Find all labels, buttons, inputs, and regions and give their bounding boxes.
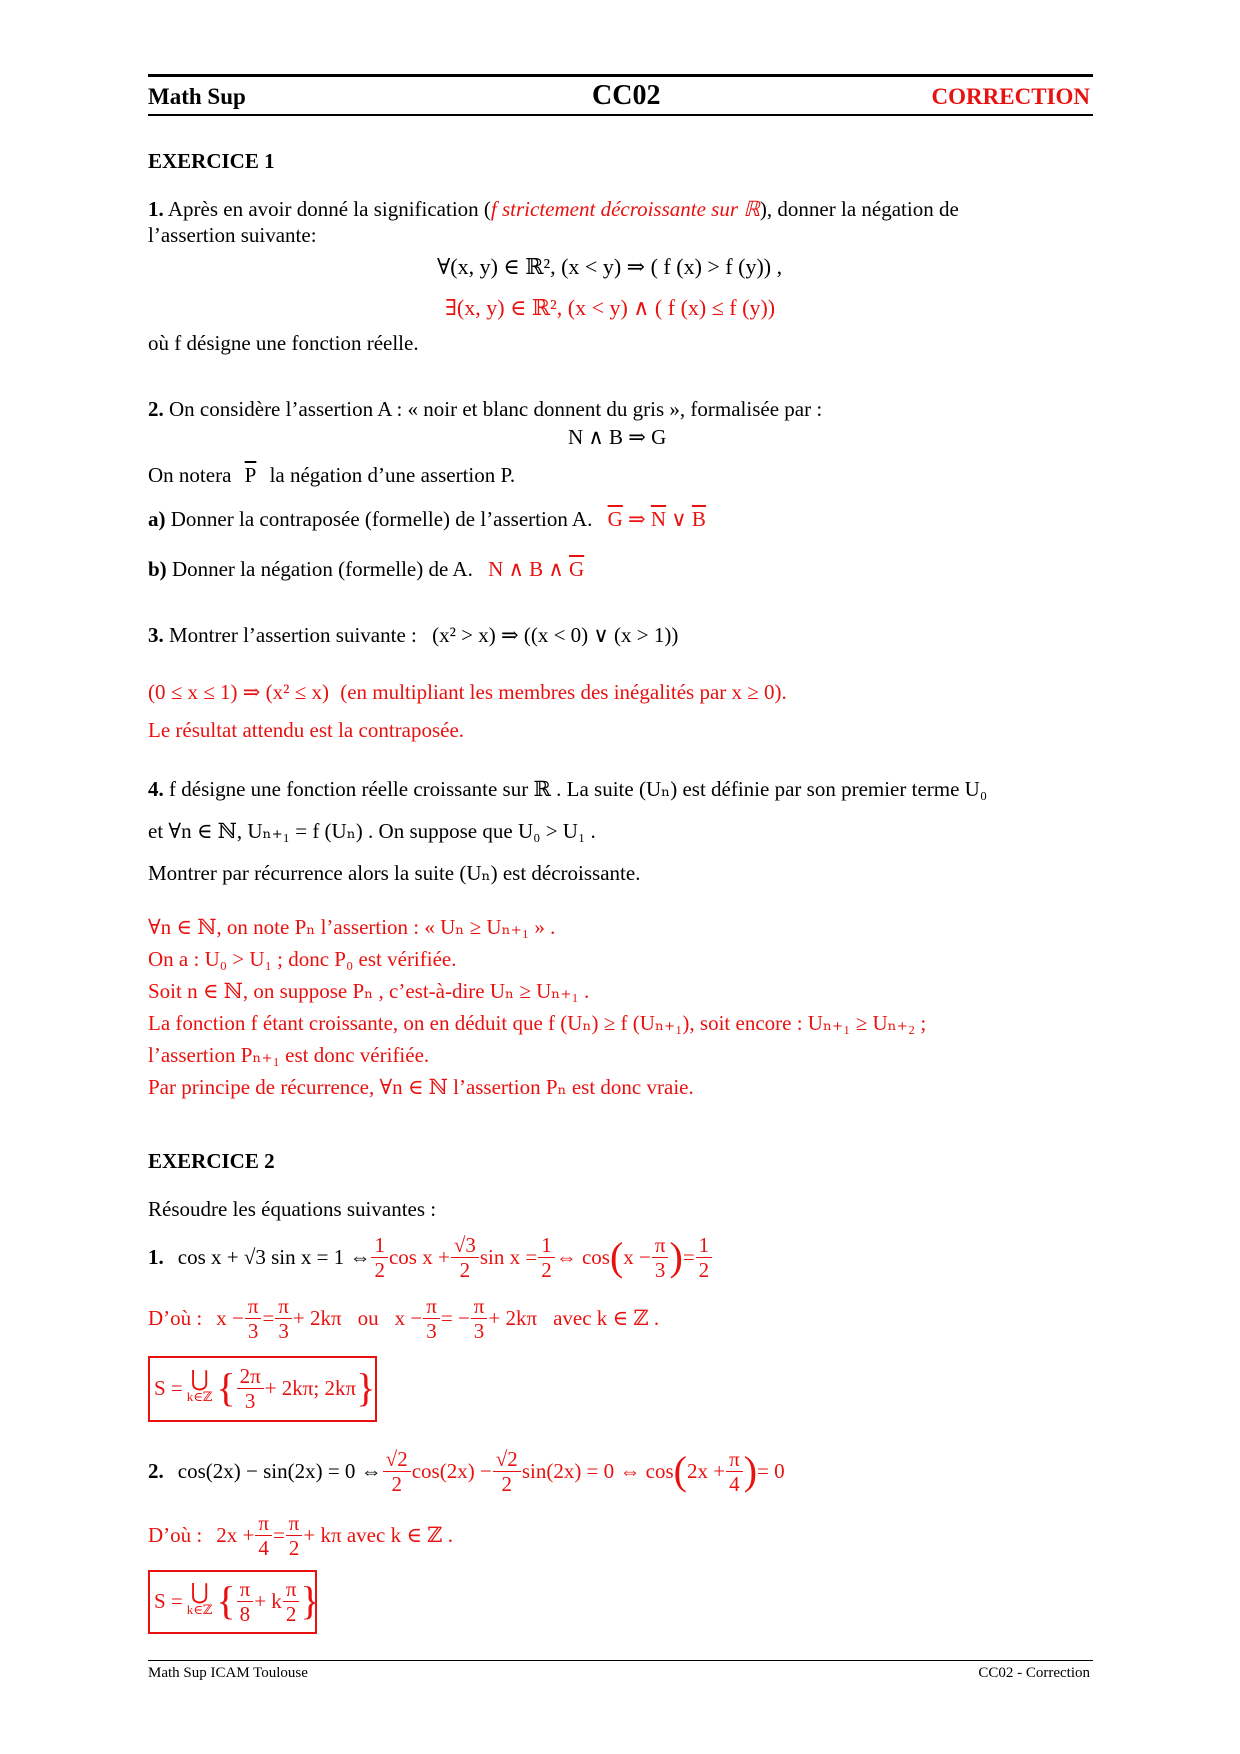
q4-line3: Montrer par récurrence alors la suite (Uₙ) est décroissante. [148, 861, 641, 885]
q2a-text: Donner la contraposée (formelle) de l’assertion A. [170, 507, 593, 531]
eq1-three: 3 [654, 1257, 666, 1282]
eq2-solution-line [148, 1507, 453, 1563]
eq1-sol-b: = [262, 1306, 275, 1330]
q3-formula: (x² > x) ⇒ ((x < 0) ∨ (x > 1)) [432, 623, 679, 647]
eq1-frac-num: 1 [696, 1233, 713, 1258]
q4-answer-line: Soit n ∈ ℕ, on suppose Pₙ , c’est-à-dire Uₙ ≥ Uₙ₊₁ . [148, 979, 590, 1003]
pi-symbol: π [471, 1294, 488, 1319]
q3-number: 3. [148, 623, 164, 647]
denominator: 3 [244, 1388, 256, 1413]
header-right-label: CORRECTION [931, 84, 1090, 109]
q4-line2: et ∀n ∈ ℕ, Uₙ₊₁ = f (Uₙ) . On suppose que U₀ > U₁ . [148, 819, 596, 843]
q2b-line [148, 556, 584, 582]
denominator: 3 [473, 1318, 485, 1343]
q3-line [148, 622, 678, 648]
eq1-set-num: 2π [237, 1364, 264, 1389]
union-symbol: ⋃ [190, 1579, 209, 1604]
eq2-four: 4 [729, 1471, 740, 1496]
eq2-sqrt2: √2 [493, 1447, 521, 1472]
eq1-lhs: cos x + √3 sin x = 1 ⇔ [177, 1245, 371, 1269]
eq2-number: 2. [148, 1459, 164, 1483]
q1-end-text: où f désigne une fonction réelle. [148, 331, 419, 355]
eq2-sqrt2: √2 [383, 1447, 411, 1472]
q4-line1 [148, 776, 987, 802]
eq2-cos: cos(2x) − [411, 1459, 492, 1483]
eq1-line: 1. cos x + √3 sin x = 1 ⇔ $\frac{1}{2}$ cos x + $\frac{√3}{2}$ sin x = $\frac{1}{2}$ ⇔ cos ( x − $\frac{\pi}{3}$ ) = $\frac{1}{2}$ [148, 1226, 713, 1288]
denominator: 4 [258, 1535, 269, 1560]
q1-text-c: l’assertion suivante: [148, 223, 317, 247]
q3-answer-line2: Le résultat attendu est la contraposée. [148, 718, 465, 742]
header-top-rule [148, 74, 1093, 77]
denominator: 3 [247, 1318, 259, 1343]
denominator: 2 [391, 1471, 402, 1496]
q2a-or: ∨ [671, 507, 687, 531]
eq1-paren-text: x − [623, 1245, 651, 1269]
q4-answer-line: La fonction f étant croissante, on en déduit que f (Uₙ) ≥ f (Uₙ₊₁), soit encore : Uₙ₊₁ ≥ Uₙ₊₂ ; [148, 1011, 927, 1035]
eq2-solution-set: S = ⋃ k∈ℤ { $\frac{\pi}{8}$ + k $\frac{\pi}{2}$ } [154, 1576, 320, 1626]
eq1-equals: = [682, 1245, 695, 1269]
q1-number: 1. [148, 197, 164, 221]
q4-answer-line: l’assertion Pₙ₊₁ est donc vérifiée. [148, 1043, 430, 1067]
q3-answer-math: (0 ≤ x ≤ 1) ⇒ (x² ≤ x) [148, 680, 329, 704]
eq1-pi: π [652, 1233, 669, 1258]
q1-text-a: Après en avoir donné la signification ( [167, 197, 491, 221]
q4-text1: f désigne une fonction réelle croissante sur ℝ . La suite (Uₙ) est définie par son premier terme U₀ [169, 777, 988, 801]
footer-right: CC02 - Correction [978, 1665, 1090, 1681]
pi-symbol: π [255, 1511, 272, 1536]
eq1-S: S = [154, 1376, 183, 1400]
eq2-set-plus: + k [254, 1589, 282, 1613]
q2-note-b: la négation d’une assertion P. [269, 463, 516, 487]
eq1-frac-den: 2 [374, 1257, 385, 1282]
eq1-cosx: cos x + [388, 1245, 450, 1269]
denominator: 2 [288, 1535, 300, 1560]
eq1-sinx: sin x = [479, 1245, 538, 1269]
q3-answer-line1 [148, 679, 787, 705]
union-symbol: ⋃ [190, 1366, 209, 1391]
eq2-line: 2. cos(2x) − sin(2x) = 0 ⇔ $\frac{√2}{2}$ cos(2x) − $\frac{√2}{2}$ sin(2x) = 0 ⇔ cos ( 2x + $\frac{\pi}{4}$ ) = 0 [148, 1446, 785, 1496]
q2a-imp: ⇒ [628, 507, 646, 531]
denominator: 2 [285, 1601, 297, 1626]
eq1-solution-set: S = ⋃ k∈ℤ { $\frac{2\pi}{3}$ + 2kπ; 2kπ } [154, 1363, 376, 1413]
eq1-frac-num: 1 [371, 1233, 388, 1258]
eq1-sol-d: = − [440, 1306, 470, 1330]
eq1-frac-den: 2 [459, 1257, 471, 1282]
eq1-ou: ou [357, 1306, 379, 1330]
q2-note-p: $\overline{P}$ [244, 463, 257, 487]
eq2-eight: 8 [239, 1601, 251, 1626]
q4-answer-line: ∀n ∈ ℕ, on note Pₙ l’assertion : « Uₙ ≥ Uₙ₊₁ » . [148, 915, 556, 939]
q1-formula: ∀(x, y) ∈ ℝ², (x < y) ⇒ ( f (x) > f (y)) , [437, 254, 783, 279]
footer-rule [148, 1660, 1093, 1661]
pi-symbol: π [245, 1294, 262, 1319]
eq1-set-rest: + 2kπ; 2kπ [264, 1376, 357, 1400]
eq1-sqrt3: √3 [451, 1233, 479, 1258]
q2-number: 2. [148, 397, 164, 421]
eq2-sol-b: = [272, 1523, 285, 1547]
denominator: 2 [501, 1471, 513, 1496]
exercise-2-title: EXERCICE 2 [148, 1149, 275, 1173]
eq1-dou: D’où : [148, 1306, 203, 1330]
q4-answer-line: Par principe de récurrence, ∀n ∈ ℕ l’assertion Pₙ est donc vraie. [148, 1075, 694, 1099]
eq2-lhs: cos(2x) − sin(2x) = 0 ⇔ [177, 1459, 382, 1483]
q2-formula: N ∧ B ⇒ G [568, 425, 667, 449]
eq2-sin: sin(2x) = 0 ⇔ cos [521, 1459, 674, 1483]
eq1-equiv-cos: ⇔ cos [555, 1245, 610, 1269]
q1-negation-answer: ∃(x, y) ∈ ℝ², (x < y) ∧ ( f (x) ≤ f (y)) [445, 295, 776, 320]
eq1-sol-a: x − [216, 1306, 244, 1330]
q2a-g: $\overline{G}$ [607, 507, 623, 531]
eq2-eq0: = 0 [757, 1459, 785, 1483]
eq1-solution-line [148, 1290, 659, 1346]
q4-number: 4. [148, 777, 164, 801]
q3-text: Montrer l’assertion suivante : [169, 623, 417, 647]
q2b-g: $\overline{G}$ [569, 557, 585, 581]
pi-symbol: π [726, 1447, 743, 1472]
q2a-label: a) [148, 507, 166, 531]
eq1-frac-den: 2 [698, 1257, 710, 1282]
eq2-S: S = [154, 1589, 183, 1613]
pi-symbol: π [275, 1294, 292, 1319]
q3-answer-text: (en multipliant les membres des inégalités par x ≥ 0). [340, 680, 787, 704]
eq1-frac-den: 2 [541, 1257, 552, 1282]
pi-symbol: π [423, 1294, 440, 1319]
eq2-dou: D’où : [148, 1523, 203, 1547]
q2a-n: $\overline{N}$ [650, 507, 667, 531]
header-center-title: CC02 [592, 80, 661, 111]
eq1-sol-c2: + 2kπ [488, 1306, 538, 1330]
ex2-intro: Résoudre les équations suivantes : [148, 1197, 437, 1221]
exercise-1-title: EXERCICE 1 [148, 149, 275, 173]
eq2-sol-c: + kπ avec k ∈ ℤ . [303, 1523, 453, 1547]
q2a-line [148, 506, 706, 532]
q2b-label: b) [148, 557, 167, 581]
q2a-b: $\overline{B}$ [691, 507, 706, 531]
pi-symbol: π [286, 1511, 303, 1536]
header-left: Math Sup [148, 84, 246, 109]
eq2-paren: 2x + [686, 1459, 726, 1483]
eq1-number: 1. [148, 1245, 164, 1269]
q2-note-a: On notera [148, 463, 232, 487]
eq1-avec: avec k ∈ ℤ . [553, 1306, 660, 1330]
q1-text-b: ), donner la négation de [759, 197, 959, 221]
q2-text: On considère l’assertion A : « noir et blanc donnent du gris », formalisée par : [169, 397, 823, 421]
footer-left: Math Sup ICAM Toulouse [148, 1665, 308, 1681]
denominator: 3 [278, 1318, 289, 1343]
eq2-sol-a: 2x + [216, 1523, 255, 1547]
pi-symbol: π [237, 1577, 254, 1602]
q2b-text: Donner la négation (formelle) de A. [171, 557, 473, 581]
q1-meaning: f strictement décroissante sur ℝ [490, 197, 760, 221]
eq1-frac-num: 1 [538, 1233, 555, 1258]
ex1-q1-line1 [148, 196, 1093, 222]
header-bottom-rule [148, 114, 1093, 116]
ex1-q2-line [148, 396, 822, 422]
eq1-sol-a2: x − [394, 1306, 423, 1330]
denominator: 3 [426, 1318, 437, 1343]
eq1-sol-c: + 2kπ [292, 1306, 342, 1330]
q4-answer-line: On a : U₀ > U₁ ; donc P₀ est vérifiée. [148, 947, 457, 971]
union-index: k∈ℤ [186, 1602, 213, 1617]
pi-symbol: π [283, 1577, 300, 1602]
q2b-answer: N ∧ B ∧ [488, 557, 564, 581]
union-index: k∈ℤ [186, 1389, 213, 1404]
q2-note [148, 462, 515, 488]
